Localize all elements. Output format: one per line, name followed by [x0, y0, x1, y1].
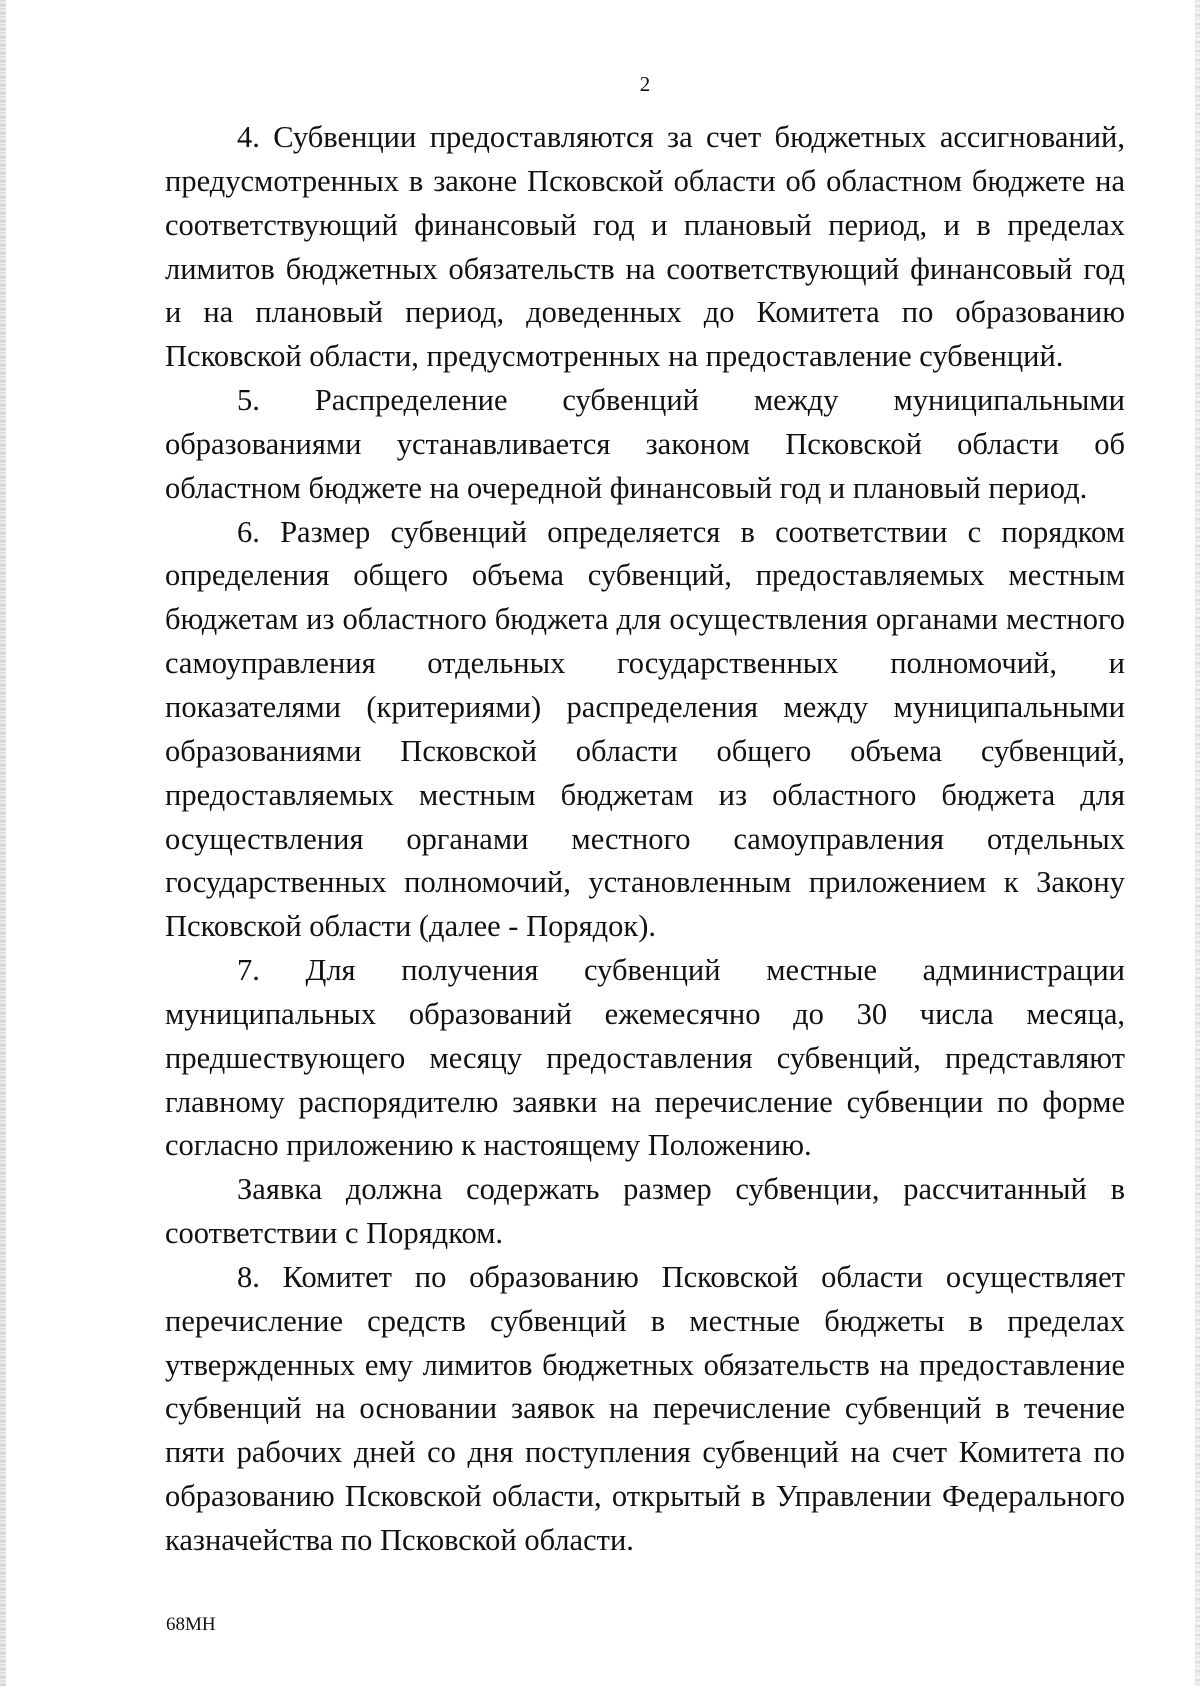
- paragraph-7-application-note: Заявка должна содержать размер субвенции, рассчитанный в соответствии с Порядком.: [165, 1172, 1125, 1251]
- scan-edge-right: [1195, 0, 1200, 1686]
- paragraph-5: 5. Распределение субвенций между муниципальными образованиями устанавливается законом Псковской области об областном бюджете на очередной финансовый год и плановый период.: [165, 383, 1125, 505]
- paragraph-8: 8. Комитет по образованию Псковской области осуществляет перечисление средств субвенций в местные бюджеты в пределах утвержденных ему лимитов бюджетных обязательств на предоставление субвенций на основании заявок на перечисление субвенций в течение пяти рабочих дней со дня поступления субвенций на счет Комитета по образованию Псковской области, открытый в Управлении Федерального казначейства по Псковской области.: [165, 1259, 1125, 1557]
- scan-edge-left: [0, 0, 6, 1686]
- page-number: 2: [639, 72, 651, 96]
- paragraph-4: 4. Субвенции предоставляются за счет бюджетных ассигнований, предусмотренных в законе Псковской области об областном бюджете на соответствующий финансовый год и плановый период, и в пределах лимитов бюджетных обязательств на соответствующий финансовый год и на плановый период, доведенных до Комитета по образованию Псковской области, предусмотренных на предоставление субвенций.: [165, 120, 1125, 374]
- document-body: [165, 116, 1125, 1563]
- document-footer-code: 68МН: [166, 1614, 216, 1635]
- paragraph-6: 6. Размер субвенций определяется в соответствии с порядком определения общего объема субвенций, предоставляемых местным бюджетам из областного бюджета для осуществления органами местного самоуправления отдельных государственных полномочий, и показателями (критериями) распределения между муниципальными образованиями Псковской области общего объема субвенций, предоставляемых местным бюджетам из областного бюджета для осуществления органами местного самоуправления отдельных государственных полномочий, установленным приложением к Закону Псковской области (далее - Порядок).: [165, 514, 1125, 944]
- paragraph-7: 7. Для получения субвенций местные администрации муниципальных образований ежемесячно до 30 числа месяца, предшествующего месяцу предоставления субвенций, представляют главному распорядителю заявки на перечисление субвенции по форме согласно приложению к настоящему Положению.: [165, 953, 1125, 1163]
